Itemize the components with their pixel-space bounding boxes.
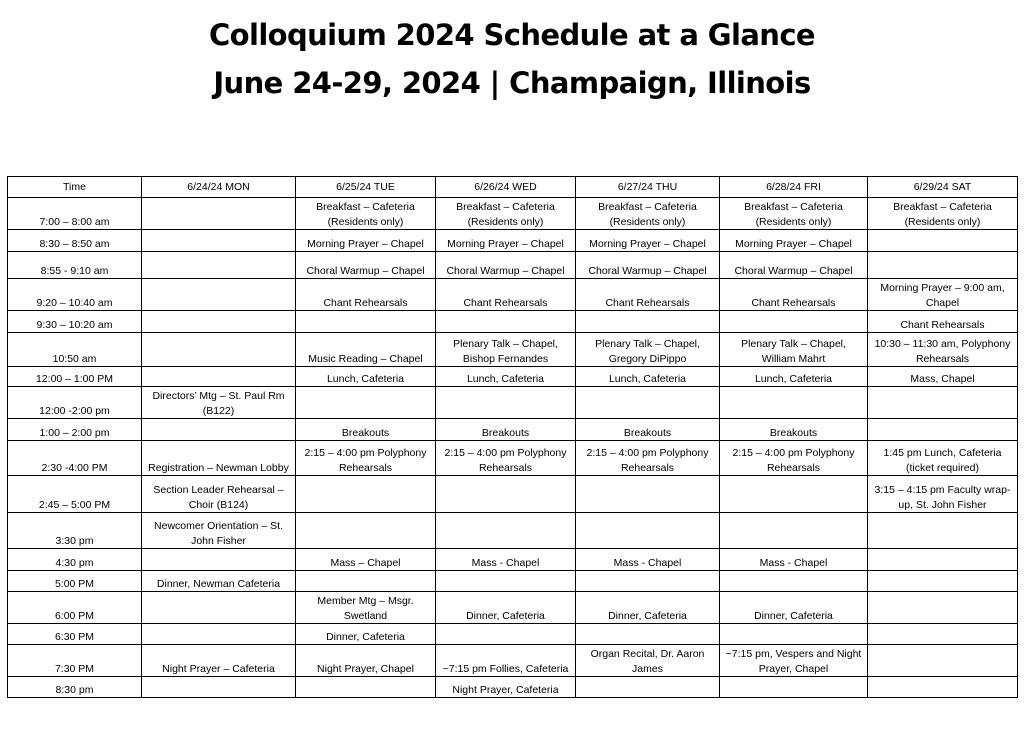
column-header: 6/26/24 WED [436, 177, 576, 198]
event-cell: Chant Rehearsals [868, 311, 1018, 333]
event-cell: Newcomer Orientation – St. John Fisher [142, 513, 296, 549]
event-cell: Breakfast – Cafeteria (Residents only) [576, 198, 720, 230]
table-row [8, 311, 1018, 333]
event-cell: 2:15 – 4:00 pm Polyphony Rehearsals [720, 441, 868, 476]
table-row [8, 513, 1018, 549]
event-cell: Breakfast – Cafeteria (Residents only) [436, 198, 576, 230]
page-title: Colloquium 2024 Schedule at a Glance [208, 18, 816, 52]
event-cell [436, 311, 576, 333]
event-cell [142, 230, 296, 252]
event-cell [720, 476, 868, 513]
event-cell [142, 198, 296, 230]
event-cell: Morning Prayer – Chapel [296, 230, 436, 252]
event-cell: 10:30 – 11:30 am, Polyphony Rehearsals [868, 333, 1018, 367]
event-cell: Night Prayer, Cafeteria [436, 677, 576, 698]
event-cell [296, 387, 436, 419]
event-cell: Breakfast – Cafeteria (Residents only) [296, 198, 436, 230]
time-cell: 2:45 – 5:00 PM [8, 476, 142, 513]
event-cell: Breakfast – Cafeteria (Residents only) [868, 198, 1018, 230]
event-cell: Choral Warmup – Chapel [436, 252, 576, 279]
event-cell: Mass - Chapel [436, 549, 576, 571]
column-header: 6/24/24 MON [142, 177, 296, 198]
event-cell [296, 513, 436, 549]
time-cell: 9:30 – 10:20 am [8, 311, 142, 333]
event-cell: Night Prayer – Cafeteria [142, 645, 296, 677]
time-cell: 8:55 - 9:10 am [8, 252, 142, 279]
event-cell [296, 677, 436, 698]
event-cell: Section Leader Rehearsal – Choir (B124) [142, 476, 296, 513]
event-cell [720, 311, 868, 333]
event-cell [436, 624, 576, 645]
column-header: 6/28/24 FRI [720, 177, 868, 198]
table-row [8, 387, 1018, 419]
event-cell [142, 419, 296, 441]
event-cell: Mass – Chapel [296, 549, 436, 571]
table-row [8, 230, 1018, 252]
table-row [8, 419, 1018, 441]
event-cell [142, 333, 296, 367]
event-cell: Choral Warmup – Chapel [576, 252, 720, 279]
event-cell [576, 624, 720, 645]
event-cell [868, 419, 1018, 441]
event-cell: ~7:15 pm Follies, Cafeteria [436, 645, 576, 677]
event-cell: Lunch, Cafeteria [576, 367, 720, 387]
event-cell [868, 230, 1018, 252]
event-cell [868, 387, 1018, 419]
event-cell [576, 476, 720, 513]
page-subtitle: June 24-29, 2024 | Champaign, Illinois [213, 66, 811, 100]
event-cell [142, 592, 296, 624]
event-cell: Mass - Chapel [576, 549, 720, 571]
event-cell: Lunch, Cafeteria [720, 367, 868, 387]
event-cell [720, 513, 868, 549]
table-row [8, 645, 1018, 677]
event-cell [868, 677, 1018, 698]
event-cell [868, 624, 1018, 645]
event-cell: Mass, Chapel [868, 367, 1018, 387]
event-cell [868, 645, 1018, 677]
schedule-table [7, 176, 1018, 698]
table-row [8, 252, 1018, 279]
table-header-row [8, 177, 1018, 198]
event-cell [576, 571, 720, 592]
event-cell [868, 513, 1018, 549]
table-row [8, 367, 1018, 387]
event-cell [576, 513, 720, 549]
time-cell: 12:00 – 1:00 PM [8, 367, 142, 387]
event-cell: Dinner, Newman Cafeteria [142, 571, 296, 592]
event-cell [868, 571, 1018, 592]
time-cell: 6:00 PM [8, 592, 142, 624]
event-cell: Lunch, Cafeteria [436, 367, 576, 387]
table-row [8, 279, 1018, 311]
table-row [8, 677, 1018, 698]
event-cell: Music Reading – Chapel [296, 333, 436, 367]
event-cell: 2:15 – 4:00 pm Polyphony Rehearsals [296, 441, 436, 476]
time-cell: 2:30 -4:00 PM [8, 441, 142, 476]
event-cell [142, 677, 296, 698]
event-cell: Chant Rehearsals [296, 279, 436, 311]
event-cell [868, 549, 1018, 571]
event-cell [142, 549, 296, 571]
event-cell: Night Prayer, Chapel [296, 645, 436, 677]
column-header: 6/25/24 TUE [296, 177, 436, 198]
event-cell [720, 624, 868, 645]
event-cell: Chant Rehearsals [436, 279, 576, 311]
event-cell [436, 387, 576, 419]
event-cell: 1:45 pm Lunch, Cafeteria (ticket required) [868, 441, 1018, 476]
event-cell [576, 387, 720, 419]
time-cell: 6:30 PM [8, 624, 142, 645]
table-row [8, 441, 1018, 476]
event-cell [868, 252, 1018, 279]
event-cell: Breakouts [296, 419, 436, 441]
event-cell [296, 571, 436, 592]
column-header: 6/29/24 SAT [868, 177, 1018, 198]
event-cell: Morning Prayer – Chapel [436, 230, 576, 252]
table-row [8, 624, 1018, 645]
event-cell: Morning Prayer – Chapel [720, 230, 868, 252]
event-cell [142, 624, 296, 645]
event-cell: Dinner, Cafeteria [436, 592, 576, 624]
time-cell: 12:00 -2:00 pm [8, 387, 142, 419]
event-cell: Member Mtg – Msgr. Swetland [296, 592, 436, 624]
table-row [8, 571, 1018, 592]
event-cell: Plenary Talk – Chapel, William Mahrt [720, 333, 868, 367]
event-cell: Plenary Talk – Chapel, Gregory DiPippo [576, 333, 720, 367]
event-cell: Morning Prayer – Chapel [576, 230, 720, 252]
event-cell: Breakfast – Cafeteria (Residents only) [720, 198, 868, 230]
table-row [8, 198, 1018, 230]
event-cell [436, 513, 576, 549]
event-cell [720, 571, 868, 592]
event-cell [576, 311, 720, 333]
event-cell: Choral Warmup – Chapel [720, 252, 868, 279]
event-cell: Dinner, Cafeteria [296, 624, 436, 645]
time-cell: 3:30 pm [8, 513, 142, 549]
event-cell: Registration – Newman Lobby [142, 441, 296, 476]
event-cell [296, 311, 436, 333]
event-cell: Breakouts [436, 419, 576, 441]
time-cell: 1:00 – 2:00 pm [8, 419, 142, 441]
event-cell: Dinner, Cafeteria [720, 592, 868, 624]
event-cell: Directors’ Mtg – St. Paul Rm (B122) [142, 387, 296, 419]
event-cell [296, 476, 436, 513]
event-cell [142, 279, 296, 311]
event-cell [436, 476, 576, 513]
event-cell [576, 677, 720, 698]
event-cell: Dinner, Cafeteria [576, 592, 720, 624]
time-cell: 10:50 am [8, 333, 142, 367]
event-cell: Morning Prayer – 9:00 am, Chapel [868, 279, 1018, 311]
column-header: 6/27/24 THU [576, 177, 720, 198]
time-cell: 8:30 – 8:50 am [8, 230, 142, 252]
event-cell [142, 311, 296, 333]
event-cell: 2:15 – 4:00 pm Polyphony Rehearsals [436, 441, 576, 476]
event-cell [720, 677, 868, 698]
event-cell: Mass - Chapel [720, 549, 868, 571]
event-cell [436, 571, 576, 592]
column-header: Time [8, 177, 142, 198]
table-row [8, 476, 1018, 513]
event-cell: Chant Rehearsals [576, 279, 720, 311]
event-cell: Organ Recital, Dr. Aaron James [576, 645, 720, 677]
time-cell: 4:30 pm [8, 549, 142, 571]
event-cell: Lunch, Cafeteria [296, 367, 436, 387]
event-cell: Plenary Talk – Chapel, Bishop Fernandes [436, 333, 576, 367]
event-cell: Breakouts [576, 419, 720, 441]
event-cell [142, 252, 296, 279]
event-cell: Breakouts [720, 419, 868, 441]
event-cell: 3:15 – 4:15 pm Faculty wrap-up, St. John Fisher [868, 476, 1018, 513]
time-cell: 7:00 – 8:00 am [8, 198, 142, 230]
time-cell: 8:30 pm [8, 677, 142, 698]
table-row [8, 592, 1018, 624]
event-cell: Chant Rehearsals [720, 279, 868, 311]
event-cell: Choral Warmup – Chapel [296, 252, 436, 279]
event-cell [142, 367, 296, 387]
table-row [8, 549, 1018, 571]
time-cell: 5:00 PM [8, 571, 142, 592]
event-cell [868, 592, 1018, 624]
time-cell: 7:30 PM [8, 645, 142, 677]
event-cell [720, 387, 868, 419]
time-cell: 9:20 – 10:40 am [8, 279, 142, 311]
event-cell: ~7:15 pm, Vespers and Night Prayer, Chapel [720, 645, 868, 677]
event-cell: 2:15 – 4:00 pm Polyphony Rehearsals [576, 441, 720, 476]
table-row [8, 333, 1018, 367]
